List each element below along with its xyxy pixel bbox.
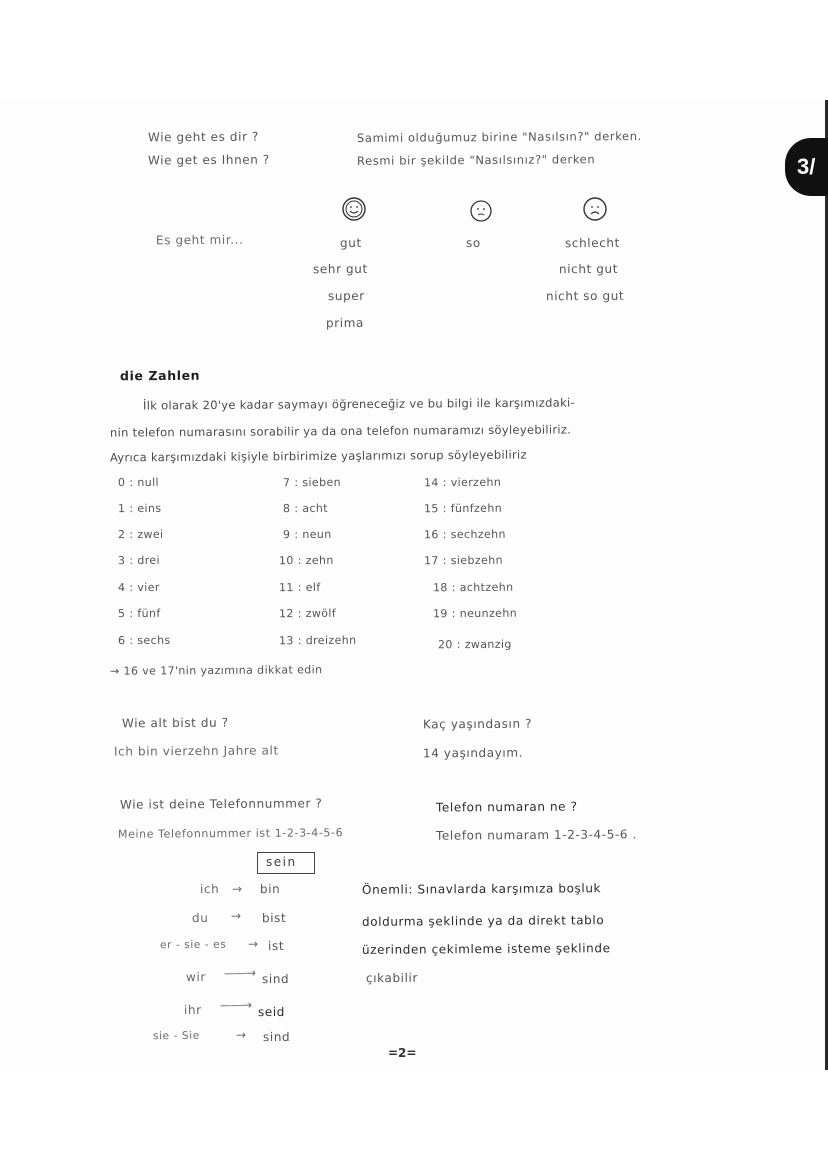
- numbers-note: → 16 ve 17'nin yazımına dikkat edin: [109, 663, 323, 678]
- sein-arrow-6: →: [235, 1027, 247, 1043]
- phone-question-de: Wie ist deine Telefonnummer ?: [119, 796, 323, 812]
- number-col2-6: 13 : dreizehn: [278, 633, 357, 648]
- number-col2-5: 12 : zwölf: [278, 606, 337, 621]
- sein-verb-3: ist: [267, 938, 285, 954]
- number-col1-1: 1 : eins: [117, 501, 162, 516]
- sein-pronoun-6: sie - Sie: [152, 1029, 200, 1043]
- greeting-formal-tr: Resmi bir şekilde "Nasılsınız?" derken: [356, 152, 596, 168]
- sein-note-line-3: üzerinden çekimleme isteme şeklinde: [361, 941, 611, 957]
- age-question-de: Wie alt bist du ?: [121, 715, 229, 731]
- sein-arrow-4: ——→: [223, 965, 256, 981]
- number-col1-4: 4 : vier: [117, 580, 160, 595]
- number-col1-6: 6 : sechs: [117, 633, 171, 648]
- page-indicator-badge: [785, 138, 828, 196]
- number-col2-0: 7 : sieben: [282, 475, 342, 490]
- number-col1-3: 3 : drei: [117, 553, 161, 568]
- mood-good-2: sehr gut: [312, 261, 368, 277]
- age-answer-tr: 14 yaşındayım.: [422, 745, 524, 761]
- mood-good-1: gut: [339, 235, 362, 251]
- mood-prompt: Es geht mir...: [155, 232, 244, 248]
- number-col3-3: 17 : siebzehn: [423, 553, 503, 568]
- sein-title: sein: [266, 855, 297, 869]
- sein-arrow-1: →: [231, 881, 243, 897]
- number-col1-5: 5 : fünf: [117, 606, 161, 621]
- age-question-tr: Kaç yaşındasın ?: [422, 716, 533, 732]
- phone-answer-de: Meine Telefonnummer ist 1-2-3-4-5-6: [117, 826, 344, 841]
- numbers-title: die Zahlen: [119, 367, 201, 384]
- sein-verb-6: sind: [262, 1029, 291, 1045]
- neutral-face-icon: [469, 199, 493, 223]
- number-col2-3: 10 : zehn: [278, 553, 334, 568]
- mood-bad-3: nicht so gut: [545, 288, 625, 304]
- sein-note-line-4: çıkabilir: [365, 970, 419, 986]
- phone-answer-tr: Telefon numaram 1-2-3-4-5-6 .: [435, 827, 637, 843]
- numbers-intro-line-1: İlk olarak 20'ye kadar saymayı öğreneceğiz ve bu bilgi ile karşımızdaki-: [142, 395, 576, 413]
- sein-verb-2: bist: [261, 910, 287, 926]
- mood-bad-1: schlecht: [564, 235, 620, 251]
- greeting-informal-de: Wie geht es dir ?: [147, 129, 260, 145]
- sein-pronoun-1: ich: [199, 881, 220, 897]
- number-col3-1: 15 : fünfzehn: [423, 501, 503, 516]
- number-col2-1: 8 : acht: [282, 501, 329, 516]
- number-col3-4: 18 : achtzehn: [432, 580, 514, 595]
- sein-arrow-2: →: [230, 908, 242, 924]
- number-col1-0: 0 : null: [117, 475, 160, 490]
- sein-note-line-2: doldurma şeklinde ya da direkt tablo: [361, 913, 605, 929]
- sein-verb-5: seid: [257, 1004, 286, 1020]
- number-col3-0: 14 : vierzehn: [423, 475, 502, 490]
- phone-question-tr: Telefon numaran ne ?: [435, 799, 578, 815]
- happy-face-icon: [341, 196, 367, 222]
- number-col3-5: 19 : neunzehn: [432, 606, 518, 621]
- number-col3-2: 16 : sechzehn: [423, 527, 506, 542]
- mood-good-4: prima: [325, 315, 364, 331]
- numbers-intro-line-3: Ayrıca karşımızdaki kişiyle birbirimize yaşlarımızı sorup söyleyebiliriz: [109, 447, 527, 465]
- greeting-formal-de: Wie get es Ihnen ?: [147, 152, 270, 168]
- age-answer-de: Ich bin vierzehn Jahre alt: [113, 743, 279, 759]
- sein-pronoun-4: wir: [185, 969, 206, 985]
- number-col2-2: 9 : neun: [282, 527, 332, 542]
- sein-pronoun-5: ihr: [183, 1002, 202, 1018]
- page-footer-number: =2=: [388, 1046, 417, 1060]
- sein-arrow-3: →: [247, 936, 259, 952]
- sad-face-icon: [582, 196, 608, 222]
- mood-neutral-1: so: [465, 235, 481, 251]
- numbers-intro-line-2: nin telefon numarasını sorabilir ya da ona telefon numaramızı söyleyebiliriz.: [109, 422, 572, 440]
- sein-pronoun-3: er - sie - es: [159, 938, 227, 952]
- mood-good-3: super: [327, 288, 365, 304]
- sein-pronoun-2: du: [191, 910, 209, 926]
- sein-arrow-5: ——→: [219, 997, 252, 1013]
- number-col2-4: 11 : elf: [278, 580, 321, 595]
- number-col1-2: 2 : zwei: [117, 527, 164, 542]
- mood-bad-2: nicht gut: [558, 261, 619, 277]
- sein-note-line-1: Önemli: Sınavlarda karşımıza boşluk: [361, 881, 602, 897]
- sein-verb-4: sind: [261, 971, 290, 987]
- greeting-informal-tr: Samimi olduğumuz birine "Nasılsın?" derken.: [356, 129, 642, 145]
- page-indicator-text: 3/: [797, 154, 816, 179]
- number-col3-6: 20 : zwanzig: [437, 637, 512, 652]
- sein-verb-1: bin: [259, 881, 281, 897]
